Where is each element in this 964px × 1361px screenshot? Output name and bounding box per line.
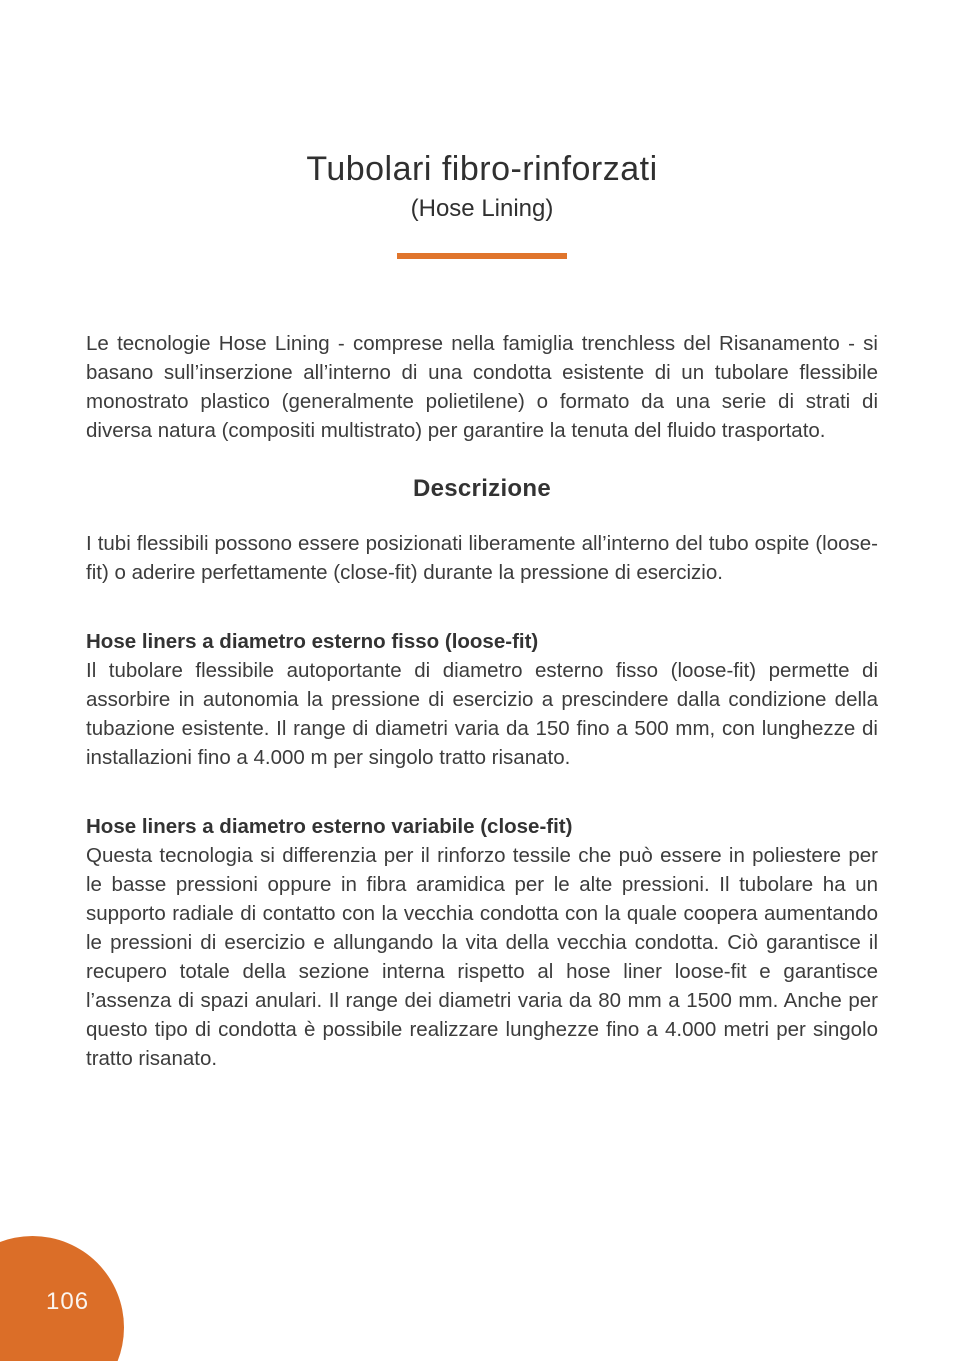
- section-close-fit: [86, 812, 878, 1073]
- description-heading: Descrizione: [412, 475, 552, 502]
- content-area: [0, 329, 964, 1073]
- description-paragraph: I tubi flessibili possono essere posizionati liberamente all’interno del tubo ospite (loose-fit) o aderire perfettamente (close-fit) durante la pressione di esercizio.: [86, 532, 878, 584]
- page-subtitle: (Hose Lining): [410, 195, 554, 222]
- accent-divider: [397, 253, 567, 259]
- page-number: 106: [46, 1288, 90, 1315]
- section-close-fit-body: Questa tecnologia si differenzia per il rinforzo tessile che può essere in poliestere per le basse pressioni oppure in fibra aramidica per le alte pressioni. Il tubolare ha un supporto radiale di contatto con la vecchia condotta con la quale coopera aumentando le pressioni di esercizio e allungando la vita della vecchia condotta. Ciò garantisce il recupero totale della sezione interna rispetto al hose liner loose-fit e garantisce l’assenza di spazi anulari. Il range dei diametri varia da 80 mm a 1500 mm. Anche per questo tipo di condotta è possibile realizzare lunghezze fino a 4.000 metri per singolo tratto risanato.: [86, 844, 878, 1070]
- section-loose-fit: [86, 627, 878, 772]
- section-close-fit-heading: Hose liners a diametro esterno variabile (close-fit): [86, 815, 573, 838]
- section-loose-fit-body: Il tubolare flessibile autoportante di diametro esterno fisso (loose-fit) permette di assorbire in autonomia la pressione di esercizio a prescindere dalla condizione della tubazione esistente. Il range di diametri varia da 150 fino a 500 mm, con lunghezze di installazioni fino a 4.000 m per singolo tratto risanato.: [86, 659, 878, 769]
- section-loose-fit-heading: Hose liners a diametro esterno fisso (loose-fit): [86, 630, 539, 653]
- page-title: Tubolari fibro-rinforzati: [306, 150, 658, 188]
- intro-paragraph: Le tecnologie Hose Lining - comprese nella famiglia trenchless del Risanamento - si basano sull’inserzione all’interno di una condotta esistente di un tubolare flessibile monostrato plastico (generalmente polietilene) o formato da una serie di strati di diversa natura (compositi multistrato) per garantire la tenuta del fluido trasportato.: [86, 332, 878, 442]
